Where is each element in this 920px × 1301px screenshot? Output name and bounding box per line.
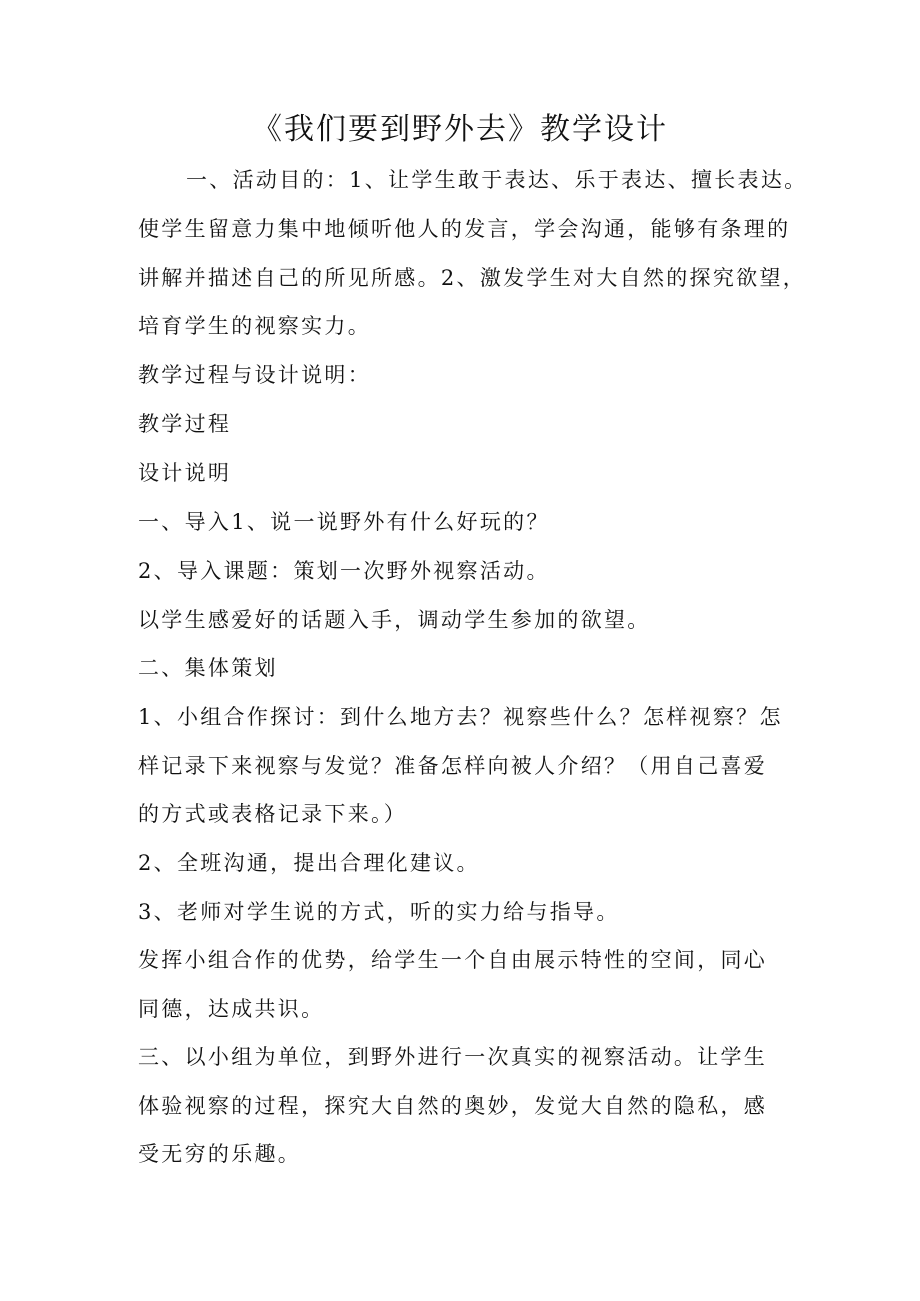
paragraph-line-21: 受无穷的乐趣。 (138, 1142, 302, 1166)
paragraph-line-20: 体验视察的过程，探究大自然的奥妙，发觉大自然的隐私，感 (138, 1094, 768, 1118)
paragraph-line-19: 三、以小组为单位，到野外进行一次真实的视察活动。让学生 (138, 1045, 768, 1069)
paragraph-line-1: 一、活动目的：1、让学生敢于表达、乐于表达、擅长表达。 (186, 168, 808, 192)
paragraph-line-12: 1、小组合作探讨：到什么地方去？视察些什么？怎样视察？怎 (138, 705, 783, 729)
paragraph-line-14: 的方式或表格记录下来。） (138, 802, 408, 826)
paragraph-line-6: 教学过程 (138, 412, 232, 436)
paragraph-line-11: 二、集体策划 (138, 656, 278, 680)
paragraph-line-3: 讲解并描述自己的所见所感。2、激发学生对大自然的探究欲望， (138, 266, 807, 290)
paragraph-line-9: 2、导入课题：策划一次野外视察活动。 (138, 559, 550, 583)
paragraph-line-8: 一、导入1、说一说野外有什么好玩的？ (138, 510, 550, 534)
paragraph-line-17: 发挥小组合作的优势，给学生一个自由展示特性的空间，同心 (138, 948, 768, 972)
paragraph-line-16: 3、老师对学生说的方式，听的实力给与指导。 (138, 900, 620, 924)
paragraph-line-4: 培育学生的视察实力。 (138, 314, 371, 338)
document-title: 《我们要到野外去》教学设计 (252, 112, 668, 147)
paragraph-line-18: 同德，达成共识。 (138, 997, 325, 1021)
paragraph-line-13: 样记录下来视察与发觉？准备怎样向被人介绍？（用自己喜爱 (138, 754, 768, 778)
paragraph-line-10: 以学生感爱好的话题入手，调动学生参加的欲望。 (138, 608, 651, 632)
paragraph-line-5: 教学过程与设计说明： (138, 363, 371, 387)
paragraph-line-2: 使学生留意力集中地倾听他人的发言，学会沟通，能够有条理的 (138, 217, 791, 241)
paragraph-line-15: 2、全班沟通，提出合理化建议。 (138, 851, 480, 875)
paragraph-line-7: 设计说明 (138, 461, 232, 485)
